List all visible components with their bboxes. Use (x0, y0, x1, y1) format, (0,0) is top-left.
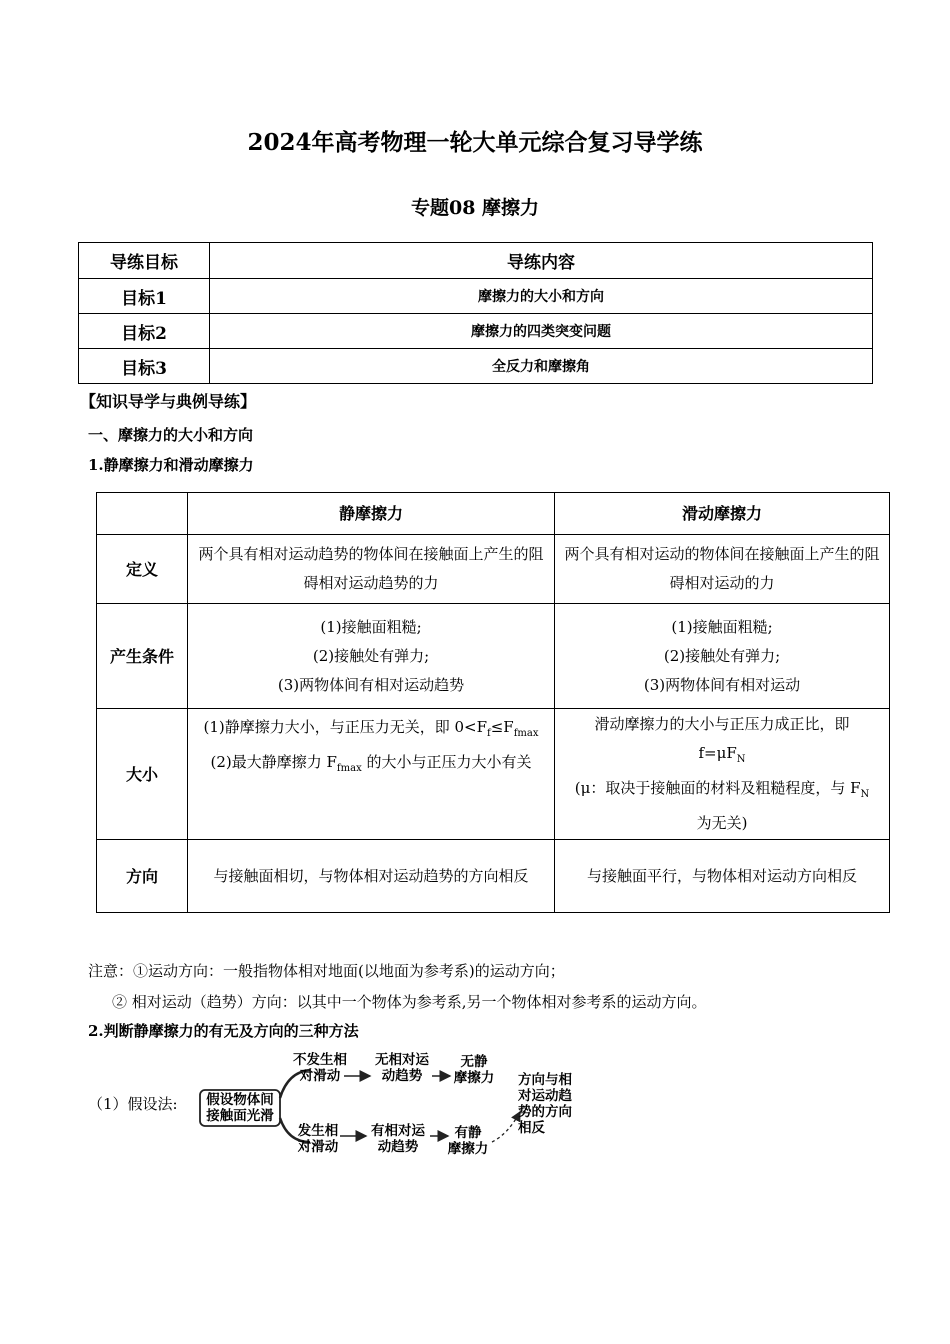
upper-node-3 (444, 1054, 504, 1086)
diagram-line: 接触面光滑 (206, 1108, 274, 1124)
diagram-line: 无静 (460, 1054, 488, 1070)
friction-comparison-table (96, 492, 890, 913)
note-line-2: ② 相对运动（趋势）方向：以其中一个物体为参考系,另一个物体相对参考系的运动方向。 (112, 993, 707, 1011)
condition-line: (2)接触处有弹力; (312, 646, 430, 665)
sliding-direction: 与接触面平行，与物体相对运动方向相反 (555, 840, 890, 913)
static-direction: 与接触面相切，与物体相对运动趋势的方向相反 (188, 840, 555, 913)
text-segment: f=μF (698, 744, 737, 762)
sub1-heading: 1.静摩擦力和滑动摩擦力 (88, 456, 254, 474)
diagram-line: 发生相 (297, 1123, 339, 1139)
goals-header-goal: 导练目标 (79, 243, 210, 279)
condition-line: (3)两物体间有相对运动趋势 (277, 675, 465, 694)
diagram-line: 动趋势 (381, 1068, 423, 1084)
text-segment: 的大小与正压力大小有关 (361, 753, 532, 771)
static-definition: 两个具有相对运动趋势的物体间在接触面上产生的阻碍相对运动趋势的力 (188, 535, 555, 604)
empty-corner-cell (97, 493, 188, 535)
upper-node-1 (286, 1052, 354, 1084)
static-magnitude (188, 709, 555, 840)
diagram-line: 摩擦力 (447, 1141, 489, 1157)
subscript: N (736, 754, 746, 765)
static-conditions (188, 604, 555, 709)
diagram-line: 对运动趋 (518, 1088, 572, 1104)
lower-node-1 (284, 1123, 352, 1155)
header-sliding-friction: 滑动摩擦力 (555, 493, 890, 535)
text-segment: (1)静摩擦力大小，与正压力无关，即 0<F (203, 718, 488, 736)
table-row (97, 840, 890, 913)
diagram-line: 无相对运 (375, 1052, 429, 1068)
subscript: f (487, 728, 491, 739)
goal-label: 目标3 (79, 349, 210, 384)
row-label-definition: 定义 (97, 535, 188, 604)
sliding-conditions (555, 604, 890, 709)
subscript: fmax (513, 728, 539, 739)
diagram-line: 假设物体间 (206, 1092, 274, 1108)
lower-node-3 (438, 1125, 498, 1157)
text-segment: (2)最大静摩擦力 F (210, 753, 337, 771)
table-header-row (97, 493, 890, 535)
diagram-line: 动趋势 (377, 1139, 419, 1155)
magnitude-line (192, 748, 550, 783)
assumption-method-diagram (88, 1050, 608, 1165)
condition-line: (1)接触面粗糙; (320, 617, 422, 636)
goals-header-content: 导练内容 (210, 243, 873, 279)
condition-line: (1)接触面粗糙; (671, 617, 773, 636)
upper-node-2 (368, 1052, 436, 1084)
table-row (97, 604, 890, 709)
note-line-1: 注意：①运动方向：一般指物体相对地面(以地面为参考系)的运动方向； (88, 962, 565, 980)
diagram-line: 对滑动 (299, 1068, 341, 1084)
document-subtitle: 专题08 摩擦力 (410, 197, 540, 219)
subscript: N (860, 789, 870, 800)
table-header-row (79, 243, 873, 279)
goal-label: 目标1 (79, 279, 210, 314)
diagram-line: 势的方向 (518, 1104, 572, 1120)
start-box-text (201, 1092, 279, 1124)
goal-content: 全反力和摩擦角 (210, 349, 873, 384)
condition-line: (2)接触处有弹力; (663, 646, 781, 665)
subscript: fmax (336, 763, 362, 774)
lower-node-2 (364, 1123, 432, 1155)
table-row (79, 349, 873, 384)
header-static-friction: 静摩擦力 (188, 493, 555, 535)
diagram-line: 方向与相 (518, 1072, 572, 1088)
diagram-line: 有静 (454, 1125, 482, 1141)
text-segment: ≤F (490, 718, 514, 736)
magnitude-line: 为无关) (696, 814, 748, 832)
result-node (518, 1072, 584, 1136)
row-label-magnitude: 大小 (97, 709, 188, 840)
magnitude-line (192, 713, 550, 748)
goals-table (78, 242, 873, 384)
table-row (79, 279, 873, 314)
sub2-heading: 2.判断静摩擦力的有无及方向的三种方法 (88, 1022, 359, 1040)
document-title: 2024年高考物理一轮大单元综合复习导学练 (247, 129, 703, 156)
sliding-magnitude (555, 709, 890, 840)
sliding-definition: 两个具有相对运动的物体间在接触面上产生的阻碍相对运动的力 (555, 535, 890, 604)
diagram-line: 对滑动 (297, 1139, 339, 1155)
diagram-line: 摩擦力 (453, 1070, 495, 1086)
part1-heading: 一、摩擦力的大小和方向 (88, 426, 254, 444)
diagram-line: 相反 (518, 1120, 545, 1136)
table-row (79, 314, 873, 349)
goal-content: 摩擦力的四类突变问题 (210, 314, 873, 349)
section-heading: 【知识导学与典例导练】 (80, 392, 257, 411)
table-row (97, 709, 890, 840)
diagram-line: 有相对运 (371, 1123, 425, 1139)
row-label-direction: 方向 (97, 840, 188, 913)
magnitude-line: 滑动摩擦力的大小与正压力成正比，即 (594, 715, 850, 733)
text-segment: (μ：取决于接触面的材料及粗糙程度，与 F (574, 779, 861, 797)
goal-content: 摩擦力的大小和方向 (210, 279, 873, 314)
row-label-conditions: 产生条件 (97, 604, 188, 709)
goal-label: 目标2 (79, 314, 210, 349)
condition-line: (3)两物体间有相对运动 (643, 675, 801, 694)
diagram-line: 不发生相 (293, 1052, 347, 1068)
table-row (97, 535, 890, 604)
magnitude-line (559, 774, 885, 809)
method1-label: （1）假设法: (88, 1095, 178, 1113)
magnitude-line (559, 739, 885, 774)
